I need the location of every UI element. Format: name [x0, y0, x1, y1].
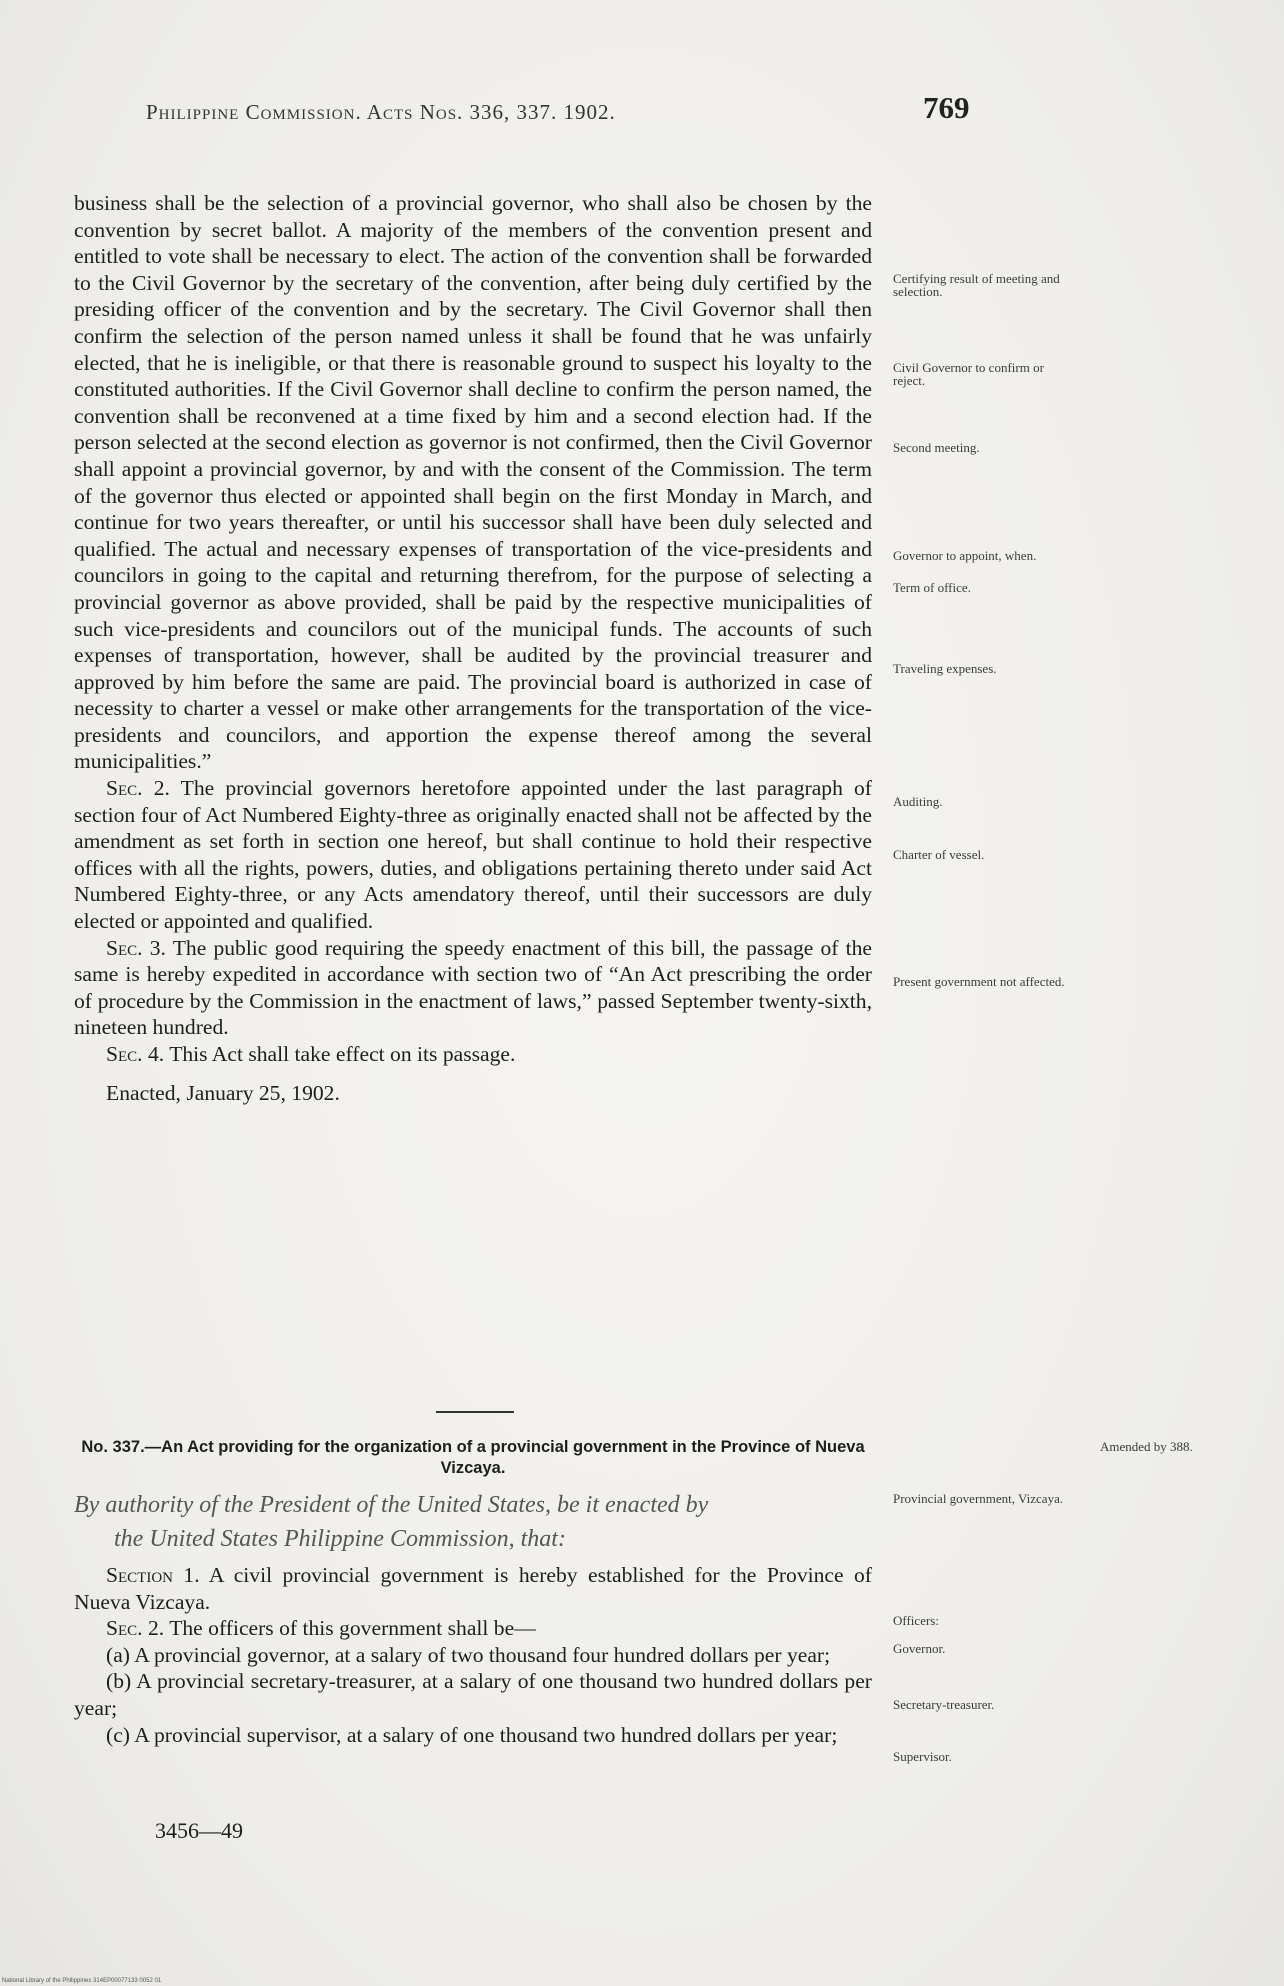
margin-note-provincial-government: Provincial government, Vizcaya.: [893, 1491, 1064, 1506]
act-336-text: [74, 190, 872, 1106]
act-336-section-2: [74, 775, 872, 935]
act-title-text: —An Act providing for the organization of a provincial government in the Province of Nueva Vizcaya.: [144, 1438, 865, 1477]
margin-note-governor-appoint: Governor to appoint, when.: [893, 548, 1037, 563]
item-label: (a): [106, 1642, 130, 1667]
item-label: (c): [106, 1722, 130, 1747]
enacted-date: Enacted, January 25, 1902.: [106, 1080, 340, 1105]
section-text: The provincial governors heretofore appointed under the last paragraph of section four of Act Numbered Eighty-three as originally enacted shall not be affected by the amendment as set forth in section one hereof, but shall continue to hold their respective offices with all the rights, powers, duties, and obligations pertaining thereto under said Act Numbered Eighty-three, or any Acts amendatory thereof, until their successors are duly elected or appointed and qualified.: [74, 776, 872, 934]
section-label: Sec. 2.: [106, 1616, 165, 1641]
signature-mark: 3456—49: [155, 1818, 243, 1843]
act-336-paragraph: business shall be the selection of a provincial governor, who shall also be chosen by the convention by secret ballot. A majority of the members of the convention present and entitled to vote shall be necessary to elect. The action of the convention shall be forwarded to the Civil Governor by the secretary of the convention, after being duly certified by the presiding officer of the convention and by the secretary. The Civil Governor shall then confirm the selection of the person named unless it shall be found that he was unfairly elected, that he is ineligible, or that there is reasonable ground to suspect his loyalty to the constituted authorities. If the Civil Governor shall decline to confirm the person named, the convention shall be reconvened at a time fixed by him and a second election had. If the person selected at the second election as governor is not confirmed, then the Civil Governor shall appoint a provincial governor, by and with the consent of the Commission. The term of the governor thus elected or appointed shall begin on the first Monday in March, and continue for two years thereafter, or until his successor shall have been duly selected and qualified. The actual and necessary expenses of transportation of the vice-presidents and councilors in going to the capital and returning therefrom, for the purpose of selecting a provincial governor as above provided, shall be paid by the respective municipalities of such vice-presidents and councilors out of the municipal funds. The accounts of such expenses of transportation, however, shall be audited by the provincial treasurer and approved by him before the same are paid. The provincial board is authorized in case of necessity to charter a vessel or make other arrangements for the transportation of the vice-presidents and councilors, and apportion the expense thereof among the several municipalities.”: [74, 191, 872, 774]
act-336-section-4: [74, 1041, 872, 1068]
section-label: Sec. 2.: [106, 776, 170, 801]
act-337-title: [74, 1437, 872, 1479]
running-head: Philippine Commission. Acts Nos. 336, 337. 1902.: [146, 100, 616, 124]
margin-note-officers: Officers:: [893, 1613, 939, 1628]
page-number: 769: [923, 90, 970, 125]
margin-note-supervisor: Supervisor.: [893, 1749, 952, 1764]
section-label: Sec. 3.: [106, 935, 166, 960]
margin-note-certifying: Certifying result of meeting and selection.: [893, 271, 1060, 299]
section-text: This Act shall take effect on its passage.: [169, 1042, 516, 1066]
section-text: A civil provincial government is hereby established for the Province of Nueva Vizcaya.: [74, 1563, 872, 1614]
margin-note-term: Term of office.: [893, 580, 971, 595]
enacting-line-1: By authority of the President of the United States, be it enacted by: [74, 1492, 709, 1518]
item-text: A provincial secretary-treasurer, at a salary of one thousand two hundred dollars per year;: [74, 1669, 872, 1720]
margin-note-present-government: Present government not affected.: [893, 974, 1065, 989]
section-label: Section 1.: [106, 1563, 200, 1587]
margin-note-charter: Charter of vessel.: [893, 847, 985, 862]
enacting-line-2: the United States Philippine Commission, that:: [114, 1526, 566, 1552]
margin-note-civil-governor: Civil Governor to confirm or reject.: [893, 360, 1044, 388]
library-footer-note: National Library of the Philippines 314EP00077133 0052 01: [2, 1978, 162, 1984]
margin-note-governor: Governor.: [893, 1641, 946, 1656]
list-item-c: [74, 1722, 872, 1749]
act-337-section-2: [74, 1615, 872, 1642]
margin-note-traveling: Traveling expenses.: [893, 661, 997, 676]
act-number: No. 337.: [81, 1438, 145, 1456]
section-divider: [436, 1411, 514, 1413]
list-item-a: [74, 1642, 872, 1669]
item-text: A provincial supervisor, at a salary of one thousand two hundred dollars per year;: [134, 1722, 838, 1747]
margin-note-amended: Amended by 388.: [1100, 1439, 1193, 1454]
page-header: [146, 88, 1016, 138]
section-label: Sec. 4.: [106, 1042, 165, 1066]
margin-note-second-meeting: Second meeting.: [893, 440, 980, 455]
margin-note-secretary-treasurer: Secretary-treasurer.: [893, 1697, 995, 1712]
section-text: The public good requiring the speedy enactment of this bill, the passage of the same is hereby expedited in accordance with section two of “An Act prescribing the order of procedure by the Commission in the enactment of laws,” passed September twenty-sixth, nineteen hundred.: [74, 935, 873, 1040]
act-337-text: [74, 1562, 872, 1748]
section-text: The officers of this government shall be—: [169, 1616, 536, 1641]
item-text: A provincial governor, at a salary of two thousand four hundred dollars per year;: [134, 1642, 831, 1667]
list-item-b: [74, 1668, 872, 1721]
act-336-section-3: [74, 935, 872, 1041]
act-337-section-1: [74, 1562, 872, 1615]
margin-note-auditing: Auditing.: [893, 794, 943, 809]
enacting-clause: [74, 1488, 872, 1556]
item-label: (b): [106, 1669, 132, 1694]
